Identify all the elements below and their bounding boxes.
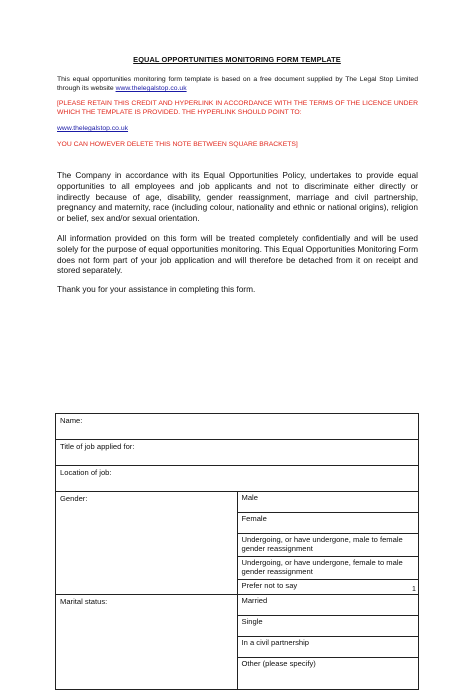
table-row xyxy=(56,492,419,595)
marital-options xyxy=(237,595,419,690)
confidentiality-paragraph: All information provided on this form will be treated completely confidentially and will be used solely for the purpose of equal opportunities monitoring. This Equal Opportunities Monitoring Form does not form part of your job application and will therefore be detached from it on receipt and stored separately. xyxy=(57,233,418,276)
gender-label: Gender: xyxy=(56,492,238,595)
gender-options xyxy=(237,492,419,595)
gender-option-mtf[interactable]: Undergoing, or have undergone, male to female gender reassignment xyxy=(238,534,419,557)
page-number: 1 xyxy=(412,586,416,593)
monitoring-form-table xyxy=(55,413,419,690)
notice-link-text[interactable]: www.thelegalstop.co.uk xyxy=(57,125,129,132)
name-label: Name: xyxy=(60,416,83,425)
gender-option-male[interactable]: Male xyxy=(238,492,419,513)
page-title: EQUAL OPPORTUNITIES MONITORING FORM TEMPLATE xyxy=(133,55,341,64)
name-field[interactable] xyxy=(56,414,419,440)
marital-option-other[interactable]: Other (please specify) xyxy=(241,659,316,668)
intro-text xyxy=(57,75,418,94)
job-location-label: Location of job: xyxy=(60,468,112,477)
intro-link[interactable]: www.thelegalstop.co.uk xyxy=(115,85,187,93)
gender-option-female[interactable]: Female xyxy=(238,513,419,534)
table-row xyxy=(56,440,419,466)
gender-option-ftm[interactable]: Undergoing, or have undergone, female to male gender reassignment xyxy=(238,557,419,580)
job-title-field[interactable] xyxy=(56,440,419,466)
policy-paragraph: The Company in accordance with its Equal Opportunities Policy, undertakes to provide equal opportunities to all employees and job applicants and not to discriminate either directly or indirectly because of age, disability, gender reassignment, marriage and civil partnership, pregnancy and maternity, race (including colour, nationality and ethnic or national origins), religion or belief, sex and/or sexual orientation. xyxy=(57,170,418,224)
delete-note: YOU CAN HOWEVER DELETE THIS NOTE BETWEEN SQUARE BRACKETS] xyxy=(57,141,298,148)
notice-link[interactable] xyxy=(57,124,418,133)
gender-option-prefer-not[interactable]: Prefer not to say xyxy=(241,581,298,590)
table-row xyxy=(56,466,419,492)
job-location-field[interactable] xyxy=(56,466,419,492)
marital-status-label: Marital status: xyxy=(56,595,238,690)
table-row xyxy=(56,414,419,440)
thanks-paragraph: Thank you for your assistance in completing this form. xyxy=(57,284,256,294)
job-title-label: Title of job applied for: xyxy=(60,442,135,451)
marital-option-single[interactable]: Single xyxy=(238,616,419,637)
marital-option-married[interactable]: Married xyxy=(238,595,419,616)
marital-option-civil-partnership[interactable]: In a civil partnership xyxy=(238,637,419,658)
table-row xyxy=(56,595,419,690)
licence-notice: [PLEASE RETAIN THIS CREDIT AND HYPERLINK IN ACCORDANCE WITH THE TERMS OF THE LICENCE UNDER WHICH THE TEMPLATE IS PROVIDED. THE HYPERLINK SHOULD POINT TO: xyxy=(57,100,418,117)
intro-sentence: This equal opportunities monitoring form template is based on a free document supplied by The Legal Stop Limited through its website xyxy=(57,76,418,93)
